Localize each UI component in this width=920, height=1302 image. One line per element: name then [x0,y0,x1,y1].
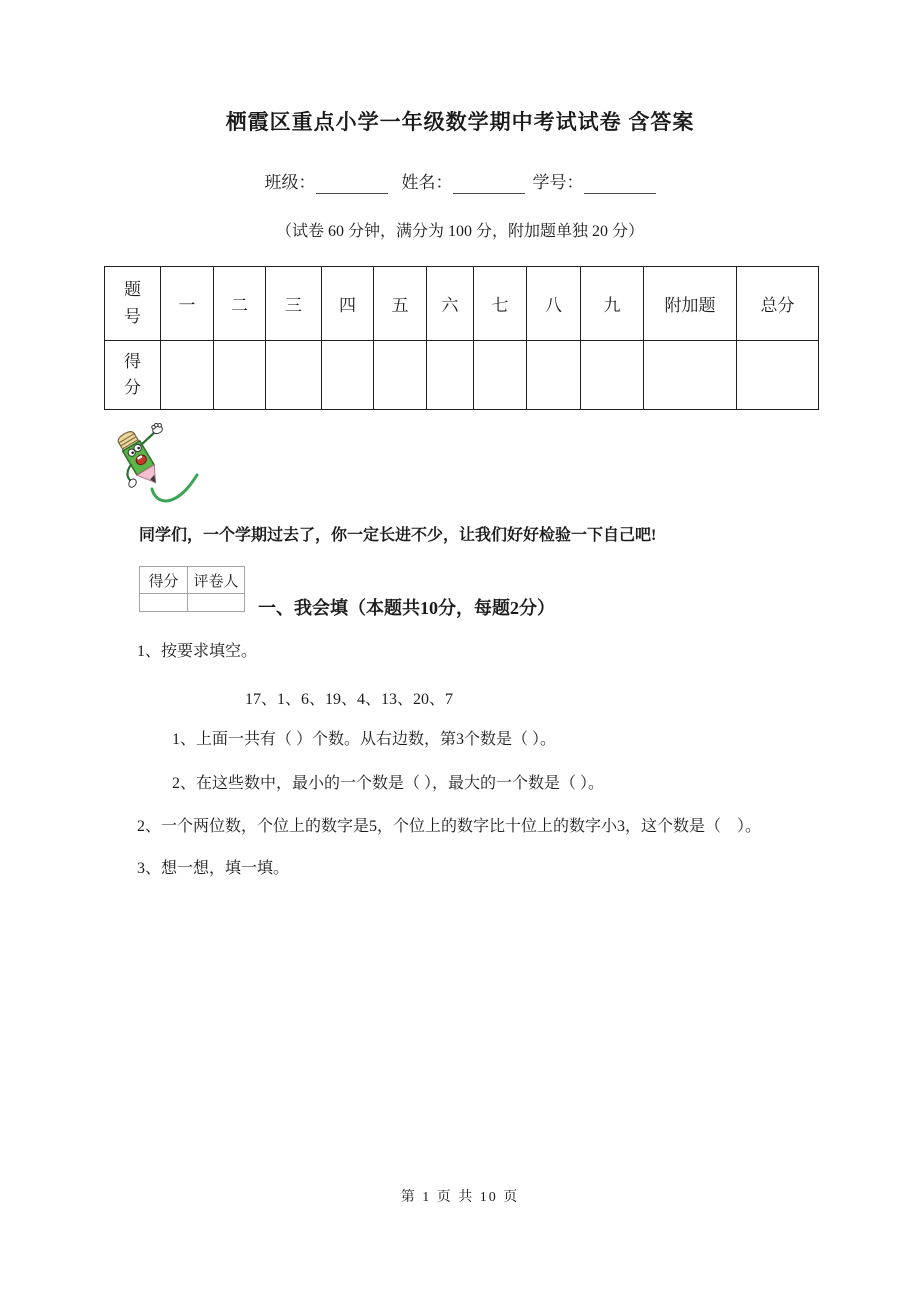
score-cell [266,341,322,410]
question-1-sub-1: 1、上面一共有（ ）个数。从右边数，第3个数是（ ）。 [172,731,557,748]
question-1-sub-2: 2、在这些数中，最小的一个数是（ ），最大的一个数是（ ）。 [172,775,605,792]
column-header-8: 八 [527,267,581,341]
grader-box-empty-row [140,594,245,612]
column-header-7: 七 [474,267,527,341]
grader-score-label: 得分 [140,567,188,594]
question-1-label: 1、按要求填空。 [137,643,258,660]
question-number-header-cell [105,267,161,341]
score-label: 得分 [124,351,141,397]
score-cell [374,341,427,410]
student-info-line [0,172,920,194]
score-summary-table [104,266,819,410]
page-title: 栖霞区重点小学一年级数学期中考试试卷 含答案 [225,111,695,134]
score-header-cell [105,341,161,410]
question-3: 3、想一想，填一填。 [137,860,290,877]
question-1-number-list: 17、1、6、19、4、13、20、7 [245,691,454,708]
student-id-label: 学号： [532,173,584,192]
student-id-blank-line [584,173,656,194]
column-header-6: 六 [427,267,474,341]
question-number-label: 题号 [124,280,141,326]
grader-box [139,566,245,612]
grader-name-cell [188,594,245,612]
score-cell [322,341,374,410]
column-header-total: 总分 [737,267,819,341]
question-2: 2、一个两位数，个位上的数字是5，个位上的数字比十位上的数字小3，这个数是（ ）。 [137,818,762,835]
column-header-4: 四 [322,267,374,341]
score-table-header-row [105,267,819,341]
score-cell [474,341,527,410]
page-number-footer: 第 1 页 共 10 页 [400,1190,520,1205]
exam-note: （试卷 60 分钟，满分为 100 分，附加题单独 20 分） [275,223,644,240]
mascot-right-arm [140,433,156,444]
class-blank-line [316,173,388,194]
grader-name-label: 评卷人 [188,567,245,594]
name-blank-line [453,173,525,194]
column-header-2: 二 [214,267,266,341]
score-cell [214,341,266,410]
pencil-mascot-icon [100,420,205,510]
name-label: 姓名： [401,173,453,192]
score-cell [427,341,474,410]
grader-score-cell [140,594,188,612]
column-header-bonus: 附加题 [644,267,737,341]
grader-box-header-row [140,567,245,594]
score-cell-bonus [644,341,737,410]
column-header-1: 一 [161,267,214,341]
score-cell [161,341,214,410]
column-header-9: 九 [581,267,644,341]
column-header-5: 五 [374,267,427,341]
score-table-score-row [105,341,819,410]
greeting-text: 同学们，一个学期过去了，你一定长进不少，让我们好好检验一下自己吧! [139,527,657,544]
score-cell [527,341,581,410]
score-cell [581,341,644,410]
mascot-swoosh [152,475,197,501]
column-header-3: 三 [266,267,322,341]
score-cell-total [737,341,819,410]
section-1-heading: 一、我会填（本题共10分，每题2分） [258,598,555,618]
class-label: 班级： [264,173,316,192]
